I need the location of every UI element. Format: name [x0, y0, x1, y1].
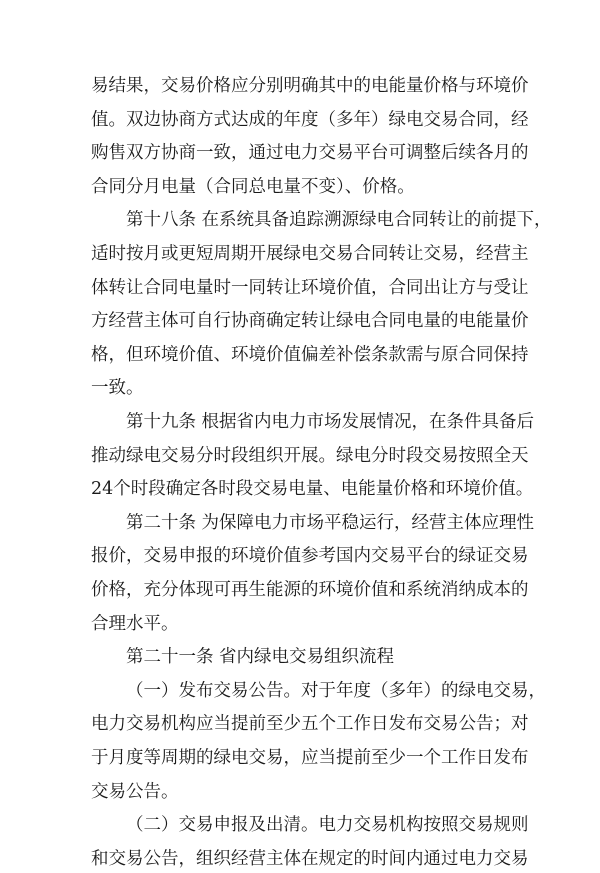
text-line: 值。双边协商方式达成的年度（多年）绿电交易合同，经	[91, 109, 529, 130]
text-line: 和交易公告，组织经营主体在规定的时间内通过电力交易	[91, 848, 529, 869]
text-line: 格，但环境价值、环境价值偏差补偿条款需与原合同保持	[91, 344, 529, 365]
text-line: 合同分月电量（合同总电量不变）、价格。	[91, 176, 415, 197]
text-line: 报价，交易申报的环境价值参考国内交易平台的绿证交易	[91, 546, 529, 567]
item-1-heading-line: （一）发布交易公告。对于年度（多年）的绿电交易，	[126, 680, 546, 701]
text-line: 方经营主体可自行协商确定转让绿电合同电量的电能量价	[91, 311, 529, 332]
text-line: 推动绿电交易分时段组织开展。绿电分时段交易按照全天	[91, 445, 529, 466]
article-18-heading-line: 第十八条 在系统具备追踪溯源绿电合同转让的前提下，	[126, 210, 552, 231]
article-21-heading-line: 第二十一条 省内绿电交易组织流程	[126, 647, 395, 668]
text-line: 于月度等周期的绿电交易，应当提前至少一个工作日发布	[91, 748, 529, 768]
text-line: 易结果，交易价格应分别明确其中的电能量价格与环境价	[91, 76, 529, 96]
text-line: 交易公告。	[91, 781, 179, 802]
text-line: 电力交易机构应当提前至少五个工作日发布交易公告；对	[91, 714, 529, 735]
item-2-heading-line: （二）交易申报及出清。电力交易机构按照交易规则	[126, 815, 529, 836]
article-19-heading-line: 第十九条 根据省内电力市场发展情况，在条件具备后	[126, 412, 535, 432]
text-line: 体转让合同电量时一同转让环境价值，合同出让方与受让	[91, 277, 529, 298]
article-20-heading-line: 第二十条 为保障电力市场平稳运行，经营主体应理性	[126, 512, 535, 533]
text-line: 购售双方协商一致，通过电力交易平台可调整后续各月的	[91, 143, 529, 164]
text-line: 合理水平。	[91, 613, 179, 634]
text-line: 价格，充分体现可再生能源的环境价值和系统消纳成本的	[91, 580, 529, 600]
text-line: 24个时段确定各时段交易电量、电能量价格和环境价值。	[91, 479, 534, 500]
text-line: 一致。	[91, 378, 144, 399]
text-line: 适时按月或更短周期开展绿电交易合同转让交易，经营主	[91, 244, 529, 264]
